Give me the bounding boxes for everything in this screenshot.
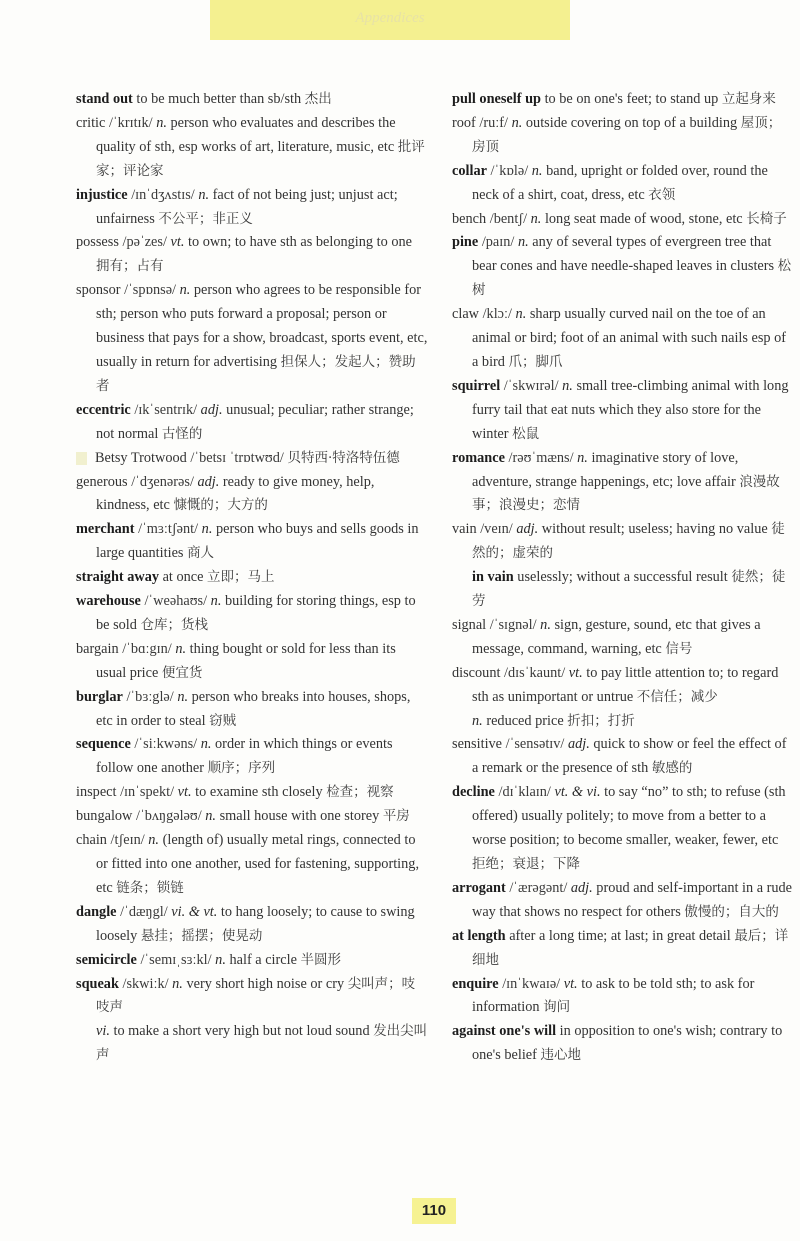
headword: pine bbox=[452, 234, 479, 251]
definition: (length of) usually metal rings, connected to or fitted into one another, used for fastening, supporting, etc bbox=[96, 832, 420, 896]
dictionary-entry bbox=[76, 949, 428, 973]
pronunciation: /ˈbɜːglə/ bbox=[126, 688, 174, 705]
chinese-translation: 不公平；非正义 bbox=[158, 210, 253, 227]
chinese-translation: 松鼠 bbox=[512, 425, 540, 442]
part-of-speech: n. bbox=[472, 712, 483, 729]
part-of-speech: vt. bbox=[177, 784, 192, 801]
headword: against one's will bbox=[452, 1023, 557, 1040]
dictionary-entry bbox=[76, 447, 428, 471]
chinese-translation: 顺序；序列 bbox=[207, 760, 276, 777]
header-title: Appendices bbox=[355, 10, 425, 26]
pronunciation: /ˈdæŋgl/ bbox=[120, 903, 168, 920]
dictionary-entry bbox=[76, 781, 428, 805]
definition: without result; useless; having no value bbox=[541, 521, 768, 538]
chinese-translation: 折扣；打折 bbox=[567, 712, 635, 729]
part-of-speech: n. bbox=[511, 114, 523, 131]
definition: to make a short very high but not loud sound bbox=[113, 1023, 370, 1040]
pronunciation: /ˈkɒlə/ bbox=[490, 162, 529, 179]
part-of-speech: n. bbox=[531, 162, 543, 179]
chinese-translation: 徒然；徒劳 bbox=[472, 569, 786, 610]
definition: uselessly; without a successful result bbox=[517, 569, 728, 586]
headword: chain bbox=[76, 832, 107, 849]
chinese-translation: 违心地 bbox=[540, 1047, 581, 1064]
headword: romance bbox=[452, 449, 505, 466]
pronunciation: /ˈbɑːgɪn/ bbox=[122, 640, 172, 657]
chinese-translation: 衣领 bbox=[648, 186, 676, 203]
part-of-speech: n. bbox=[540, 616, 551, 633]
headword: squeak bbox=[76, 975, 119, 992]
headword: vain bbox=[452, 521, 477, 538]
definition: ready to give money, help, kindness, etc bbox=[96, 473, 375, 514]
headword: inspect bbox=[76, 784, 117, 801]
chinese-translation: 傲慢的；自大的 bbox=[684, 903, 779, 920]
chinese-translation: 尖叫声；吱吱声 bbox=[96, 975, 416, 1016]
definition: band, upright or folded over, round the neck of a shirt, coat, dress, etc bbox=[472, 162, 768, 203]
definition: sharp usually curved nail on the toe of an animal or bird; foot of an animal with such nails esp of a bird bbox=[472, 306, 787, 370]
pronunciation: /ˈærəgənt/ bbox=[509, 879, 568, 896]
part-of-speech: n. bbox=[515, 306, 527, 323]
header-bar bbox=[210, 0, 570, 40]
headword: bungalow bbox=[76, 808, 133, 825]
part-of-speech: n. bbox=[215, 951, 226, 968]
dictionary-entry bbox=[76, 901, 428, 949]
definition: half a circle bbox=[229, 951, 297, 968]
part-of-speech: vi. & vt. bbox=[171, 903, 218, 920]
chinese-translation: 窃贼 bbox=[209, 712, 237, 729]
dictionary-entry bbox=[76, 279, 428, 399]
definition: person who agrees to be responsible for sth; person who puts forward a proposal; person or business that pays for a show, broadcast, sports event, etc, usually in return for advertising bbox=[96, 282, 428, 370]
pronunciation: /bentʃ/ bbox=[489, 210, 528, 227]
chinese-translation: 爪；脚爪 bbox=[508, 353, 563, 370]
headword: enquire bbox=[452, 975, 499, 992]
definition: sign, gesture, sound, etc that gives a message, command, warning, etc bbox=[472, 616, 761, 657]
part-of-speech: n. bbox=[172, 975, 183, 992]
pronunciation: /ˈweəhaʊs/ bbox=[144, 593, 208, 610]
dictionary-entry bbox=[452, 231, 794, 303]
headword: arrogant bbox=[452, 879, 506, 896]
dictionary-entry bbox=[76, 805, 428, 829]
definition: to be on one's feet; to stand up bbox=[544, 91, 719, 107]
headword: in vain bbox=[472, 569, 514, 586]
definition: very short high noise or cry bbox=[186, 975, 345, 992]
pronunciation: /paɪn/ bbox=[481, 234, 515, 251]
part-of-speech: adj. bbox=[197, 473, 220, 490]
definition: reduced price bbox=[486, 712, 564, 729]
dictionary-entry bbox=[452, 710, 794, 734]
chinese-translation: 浪漫故事；浪漫史；恋情 bbox=[472, 473, 780, 514]
dictionary-entry bbox=[76, 566, 428, 590]
headword: critic bbox=[76, 114, 106, 131]
pronunciation: /ˈskwɪrəl/ bbox=[503, 377, 559, 394]
chinese-translation: 便宜货 bbox=[161, 664, 203, 681]
dictionary-entry bbox=[452, 614, 794, 662]
chinese-translation: 商人 bbox=[187, 545, 215, 562]
dictionary-entry bbox=[76, 112, 428, 184]
pronunciation: /ˈbetsɪ ˈtrɒtwʊd/ bbox=[190, 449, 284, 466]
definition: outside covering on top of a building bbox=[525, 114, 738, 131]
chinese-translation: 发出尖叫声 bbox=[96, 1023, 428, 1064]
right-column bbox=[452, 88, 794, 1068]
chinese-translation: 慷慨的；大方的 bbox=[173, 497, 268, 514]
definition: building for storing things, esp to be sold bbox=[96, 593, 416, 633]
headword: collar bbox=[452, 162, 487, 179]
headword: bench bbox=[452, 210, 487, 227]
part-of-speech: vt. & vi. bbox=[554, 784, 601, 801]
chinese-translation: 链条；锁链 bbox=[116, 879, 184, 896]
headword: stand out bbox=[76, 91, 133, 107]
chinese-translation: 检查；视察 bbox=[326, 784, 394, 801]
part-of-speech: adj. bbox=[567, 736, 590, 753]
dictionary-entry bbox=[452, 375, 794, 447]
headword: signal bbox=[452, 616, 487, 633]
headword: decline bbox=[452, 784, 495, 801]
headword: injustice bbox=[76, 186, 128, 203]
dictionary-entry bbox=[76, 973, 428, 1021]
part-of-speech: adj. bbox=[516, 521, 539, 538]
dictionary-entry bbox=[76, 399, 428, 447]
pronunciation: /ɪnˈdʒʌstɪs/ bbox=[131, 186, 195, 203]
headword: bargain bbox=[76, 640, 119, 657]
definition: any of several types of evergreen tree that bear cones and have needle-shaped leaves in clusters bbox=[472, 234, 775, 275]
pronunciation: /ˈsemɪˌsɜːkl/ bbox=[140, 951, 212, 968]
chinese-translation: 悬挂；摇摆；使晃动 bbox=[140, 927, 263, 944]
chinese-translation: 古怪的 bbox=[161, 425, 203, 442]
dictionary-entry bbox=[452, 877, 794, 925]
dictionary-entry bbox=[452, 88, 794, 112]
entry-marker bbox=[76, 452, 87, 465]
part-of-speech: n. bbox=[198, 186, 210, 203]
part-of-speech: n. bbox=[177, 688, 189, 705]
pronunciation: /ˈdʒenərəs/ bbox=[131, 473, 194, 490]
headword: burglar bbox=[76, 688, 123, 705]
definition: imaginative story of love, adventure, strange happenings, etc; love affair bbox=[472, 449, 739, 490]
part-of-speech: adj. bbox=[200, 401, 223, 418]
chinese-translation: 信号 bbox=[665, 640, 693, 657]
headword: sequence bbox=[76, 736, 131, 753]
headword: merchant bbox=[76, 521, 135, 538]
chinese-translation: 敏感的 bbox=[651, 760, 693, 777]
headword: at length bbox=[452, 927, 506, 944]
chinese-translation: 批评家；评论家 bbox=[96, 138, 425, 179]
headword: squirrel bbox=[452, 377, 501, 394]
pronunciation: /ˈkrɪtɪk/ bbox=[108, 114, 153, 131]
dictionary-entry bbox=[76, 638, 428, 686]
headword: dangle bbox=[76, 903, 117, 920]
part-of-speech: n. bbox=[148, 832, 160, 849]
chinese-translation: 立即；马上 bbox=[207, 569, 275, 586]
part-of-speech: n. bbox=[530, 210, 542, 227]
dictionary-entry bbox=[76, 184, 428, 232]
definition: quick to show or feel the effect of a remark or the presence of sth bbox=[472, 736, 787, 777]
chinese-translation: 拒绝；衰退；下降 bbox=[472, 856, 580, 872]
definition: to say “no” to sth; to refuse (sth offered) usually politely; to move from a better to a worse position; to become smaller, weaker, fewer, etc bbox=[472, 784, 786, 849]
chinese-translation: 询问 bbox=[543, 999, 571, 1016]
pronunciation: /skwiːk/ bbox=[122, 975, 169, 992]
left-column bbox=[76, 88, 428, 1068]
chinese-translation: 屋顶；房顶 bbox=[472, 114, 782, 155]
part-of-speech: vi. bbox=[96, 1023, 110, 1040]
dictionary-entry bbox=[452, 733, 794, 781]
dictionary-entry bbox=[452, 662, 794, 710]
chinese-translation: 贝特西·特洛特伍德 bbox=[287, 449, 400, 466]
chinese-translation: 担保人；发起人；赞助者 bbox=[96, 353, 416, 394]
headword: warehouse bbox=[76, 593, 141, 610]
definition: to examine sth closely bbox=[195, 784, 323, 801]
dictionary-entry bbox=[452, 781, 794, 877]
pronunciation: /ˈsiːkwəns/ bbox=[134, 736, 198, 753]
headword: eccentric bbox=[76, 401, 131, 418]
chinese-translation: 半圆形 bbox=[300, 951, 342, 968]
pronunciation: /ˈsɪgnəl/ bbox=[489, 616, 537, 633]
definition: thing bought or sold for less than its usual price bbox=[96, 640, 396, 681]
dictionary-entry bbox=[76, 518, 428, 566]
part-of-speech: n. bbox=[156, 114, 167, 131]
dictionary-entry bbox=[76, 88, 428, 112]
dictionary-entry bbox=[452, 518, 794, 566]
dictionary-entry bbox=[452, 160, 794, 208]
pronunciation: /ruːf/ bbox=[479, 114, 508, 131]
headword: sponsor bbox=[76, 282, 121, 299]
chinese-translation: 最后；详细地 bbox=[472, 927, 789, 968]
part-of-speech: n. bbox=[201, 521, 213, 538]
headword: sensitive bbox=[452, 736, 503, 753]
dictionary-entry bbox=[452, 925, 794, 973]
definition: to pay little attention to; to regard sth as unimportant or untrue bbox=[472, 664, 779, 705]
part-of-speech: n. bbox=[517, 234, 529, 251]
headword: generous bbox=[76, 473, 128, 490]
pronunciation: /ˈbʌŋgələʊ/ bbox=[135, 808, 202, 825]
part-of-speech: n. bbox=[562, 377, 573, 394]
pronunciation: /ɪnˈkwaɪə/ bbox=[502, 975, 561, 992]
definition: after a long time; at last; in great detail bbox=[509, 927, 731, 944]
chinese-translation: 拥有；占有 bbox=[96, 258, 164, 275]
pronunciation: /pəˈzes/ bbox=[122, 234, 167, 251]
part-of-speech: vt. bbox=[170, 234, 185, 251]
headword: roof bbox=[452, 114, 476, 131]
definition: in opposition to one's wish; contrary to one's belief bbox=[472, 1023, 783, 1064]
definition: at once bbox=[162, 569, 204, 586]
dictionary-entry bbox=[76, 231, 428, 279]
pronunciation: /rəʊˈmæns/ bbox=[508, 449, 574, 466]
chinese-translation: 立起身来 bbox=[721, 91, 776, 107]
part-of-speech: n. bbox=[577, 449, 588, 466]
part-of-speech: vt. bbox=[568, 664, 583, 681]
definition: person who evaluates and describes the quality of sth, esp works of art, literature, music, etc bbox=[96, 114, 396, 155]
definition: small tree-climbing animal with long furry tail that eat nuts which they also store for the winter bbox=[472, 377, 789, 442]
headword: straight away bbox=[76, 569, 159, 586]
pronunciation: /dɪˈklaɪn/ bbox=[498, 784, 551, 801]
headword: semicircle bbox=[76, 951, 137, 968]
part-of-speech: n. bbox=[210, 593, 222, 610]
pronunciation: /dɪsˈkaunt/ bbox=[504, 664, 566, 681]
chinese-translation: 仓库；货栈 bbox=[140, 616, 208, 633]
definition: small house with one storey bbox=[219, 808, 380, 825]
dictionary-entry bbox=[76, 590, 428, 638]
pronunciation: /veɪn/ bbox=[480, 521, 513, 538]
chinese-translation: 徒然的；虚荣的 bbox=[472, 521, 785, 562]
pronunciation: /ɪkˈsentrɪk/ bbox=[134, 401, 198, 418]
dictionary-entry bbox=[452, 973, 794, 1021]
dictionary-entry bbox=[452, 208, 794, 232]
pronunciation: /klɔː/ bbox=[482, 306, 512, 323]
dictionary-entry bbox=[76, 471, 428, 519]
definition: person who buys and sells goods in large quantities bbox=[96, 521, 419, 562]
part-of-speech: n. bbox=[175, 640, 187, 657]
chinese-translation: 长椅子 bbox=[746, 210, 787, 227]
headword: Betsy Trotwood bbox=[95, 449, 187, 466]
dictionary-entry bbox=[76, 733, 428, 781]
definition: to hang loosely; to cause to swing loosely bbox=[96, 903, 415, 944]
part-of-speech: n. bbox=[179, 282, 191, 299]
headword: claw bbox=[452, 306, 479, 323]
chinese-translation: 平房 bbox=[382, 808, 410, 825]
pronunciation: /ˈmɜːtʃənt/ bbox=[138, 521, 199, 538]
chinese-translation: 松树 bbox=[472, 258, 792, 299]
definition: person who breaks into houses, shops, etc in order to steal bbox=[96, 688, 411, 729]
definition: order in which things or events follow one another bbox=[96, 736, 393, 777]
definition: to ask to be told sth; to ask for information bbox=[472, 975, 755, 1016]
pronunciation: /tʃeɪn/ bbox=[110, 832, 145, 849]
pronunciation: /ɪnˈspekt/ bbox=[120, 784, 175, 801]
part-of-speech: n. bbox=[205, 808, 217, 825]
chinese-translation: 不信任；减少 bbox=[636, 688, 718, 705]
definition: unusual; peculiar; rather strange; not normal bbox=[96, 401, 414, 442]
part-of-speech: n. bbox=[200, 736, 212, 753]
dictionary-entry bbox=[452, 566, 794, 614]
dictionary-entry bbox=[452, 303, 794, 375]
part-of-speech: vt. bbox=[563, 975, 578, 992]
pronunciation: /ˈsensətɪv/ bbox=[505, 736, 565, 753]
chinese-translation: 杰出 bbox=[304, 91, 332, 107]
dictionary-entry bbox=[452, 112, 794, 160]
headword: pull oneself up bbox=[452, 91, 541, 107]
dictionary-entry bbox=[76, 829, 428, 901]
pronunciation: /ˈspɒnsə/ bbox=[124, 282, 177, 299]
definition: to own; to have sth as belonging to one bbox=[188, 234, 412, 251]
definition: proud and self-important in a rude way that shows no respect for others bbox=[472, 879, 793, 920]
part-of-speech: adj. bbox=[570, 879, 593, 896]
definition: to be much better than sb/sth bbox=[136, 91, 302, 107]
definition: fact of not being just; unjust act; unfairness bbox=[96, 186, 398, 227]
headword: discount bbox=[452, 664, 501, 681]
dictionary-entry bbox=[76, 686, 428, 734]
dictionary-entry bbox=[452, 447, 794, 519]
headword: possess bbox=[76, 234, 119, 251]
dictionary-entry bbox=[76, 1020, 428, 1068]
page-number: 110 bbox=[412, 1198, 456, 1224]
dictionary-entry bbox=[452, 1020, 794, 1068]
definition: long seat made of wood, stone, etc bbox=[544, 210, 743, 227]
